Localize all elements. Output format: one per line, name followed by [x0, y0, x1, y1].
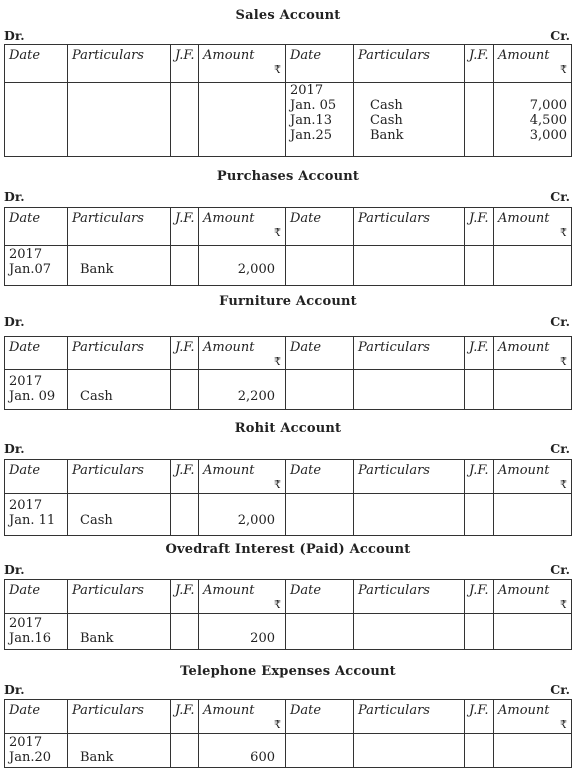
credit-jf-cell [465, 614, 494, 650]
amount-label: Amount [203, 703, 255, 718]
col-date-debit: Date [5, 337, 68, 370]
credit-jf-cell [465, 734, 494, 768]
col-date-debit: Date [5, 460, 68, 494]
entry-amount: 200 [250, 631, 275, 646]
debit-jf-cell [171, 246, 199, 286]
rupee-icon: ₹ [560, 598, 567, 611]
col-jf-credit: J.F. [465, 45, 494, 83]
debit-label: Dr. [4, 28, 25, 43]
header-row [5, 45, 572, 83]
debit-label: Dr. [4, 189, 25, 204]
col-jf-debit: J.F. [171, 45, 199, 83]
col-jf-credit: J.F. [465, 460, 494, 494]
rupee-icon: ₹ [560, 63, 567, 76]
entry-amount: 2,000 [237, 513, 275, 528]
col-particulars-debit: Particulars [68, 700, 171, 734]
col-particulars-credit: Particulars [354, 337, 465, 370]
amount-label: Amount [203, 583, 255, 598]
entry-date: Jan.20 [9, 750, 52, 765]
col-particulars-credit: Particulars [354, 208, 465, 246]
entry-amount: 3,000 [529, 128, 567, 143]
amount-label: Amount [498, 583, 550, 598]
credit-particulars-cell [354, 370, 465, 410]
col-amount-debit [199, 580, 286, 614]
credit-particulars-cell [354, 734, 465, 768]
credit-jf-cell [465, 494, 494, 536]
rupee-icon: ₹ [560, 478, 567, 491]
debit-particulars-cell [68, 734, 171, 768]
col-date-credit: Date [286, 460, 354, 494]
debit-label: Dr. [4, 682, 25, 697]
ledger-table [4, 207, 572, 286]
debit-amount-cell [199, 246, 286, 286]
credit-label: Cr. [550, 28, 570, 43]
header-row [5, 337, 572, 370]
year: 2017 [9, 247, 43, 262]
account-title: Ovedraft Interest (Paid) Account [165, 542, 411, 557]
account-title: Sales Account [235, 8, 341, 23]
credit-amount-cell [494, 494, 572, 536]
credit-label: Cr. [550, 441, 570, 456]
debit-label: Dr. [4, 562, 25, 577]
debit-date-cell [5, 370, 68, 410]
credit-date-cell [286, 614, 354, 650]
table-row [5, 246, 572, 286]
col-particulars-credit: Particulars [354, 45, 465, 83]
col-date-credit: Date [286, 700, 354, 734]
col-amount-debit [199, 208, 286, 246]
col-jf-debit: J.F. [171, 580, 199, 614]
credit-jf-cell [465, 370, 494, 410]
ledger-table [4, 44, 572, 157]
year: 2017 [9, 616, 43, 631]
entry-date: Jan.25 [290, 128, 333, 143]
col-date-debit: Date [5, 580, 68, 614]
col-jf-credit: J.F. [465, 580, 494, 614]
entry-particulars: Cash [80, 389, 113, 404]
col-amount-credit [494, 460, 572, 494]
debit-label: Dr. [4, 441, 25, 456]
col-jf-debit: J.F. [171, 700, 199, 734]
rupee-icon: ₹ [274, 478, 281, 491]
entry-particulars: Bank [80, 631, 114, 646]
amount-label: Amount [203, 463, 255, 478]
col-particulars-debit: Particulars [68, 337, 171, 370]
entry-date: Jan.16 [9, 631, 52, 646]
year: 2017 [9, 374, 43, 389]
debit-amount-cell [199, 370, 286, 410]
debit-jf-cell [171, 83, 199, 157]
header-row [5, 208, 572, 246]
entry-particulars: Bank [370, 128, 404, 143]
col-date-debit: Date [5, 700, 68, 734]
rupee-icon: ₹ [560, 355, 567, 368]
col-particulars-debit: Particulars [68, 208, 171, 246]
debit-particulars-cell [68, 370, 171, 410]
col-date-credit: Date [286, 45, 354, 83]
ledger-table [4, 336, 572, 410]
credit-amount-cell [494, 83, 572, 157]
rupee-icon: ₹ [274, 226, 281, 239]
header-row [5, 460, 572, 494]
col-amount-debit [199, 45, 286, 83]
col-particulars-debit: Particulars [68, 460, 171, 494]
debit-jf-cell [171, 614, 199, 650]
entry-amount: 2,000 [237, 262, 275, 277]
col-amount-credit [494, 580, 572, 614]
year: 2017 [9, 498, 43, 513]
col-amount-debit [199, 700, 286, 734]
entry-particulars: Bank [80, 262, 114, 277]
credit-amount-cell [494, 246, 572, 286]
col-date-credit: Date [286, 337, 354, 370]
ledger-table [4, 579, 572, 650]
table-row [5, 734, 572, 768]
debit-date-cell [5, 246, 68, 286]
credit-date-cell [286, 734, 354, 768]
col-amount-credit [494, 208, 572, 246]
entry-date: Jan.07 [9, 262, 52, 277]
table-row [5, 83, 572, 157]
credit-particulars-cell [354, 246, 465, 286]
credit-date-cell [286, 83, 354, 157]
table-row [5, 614, 572, 650]
debit-amount-cell [199, 734, 286, 768]
entry-particulars: Bank [80, 750, 114, 765]
credit-amount-cell [494, 734, 572, 768]
credit-label: Cr. [550, 682, 570, 697]
col-jf-credit: J.F. [465, 337, 494, 370]
rupee-icon: ₹ [274, 63, 281, 76]
debit-label: Dr. [4, 314, 25, 329]
entry-amount: 600 [250, 750, 275, 765]
debit-amount-cell [199, 494, 286, 536]
debit-particulars-cell [68, 614, 171, 650]
entry-date: Jan. 09 [9, 389, 56, 404]
entry-amount: 2,200 [237, 389, 275, 404]
table-row [5, 370, 572, 410]
debit-jf-cell [171, 370, 199, 410]
amount-label: Amount [203, 340, 255, 355]
col-particulars-credit: Particulars [354, 460, 465, 494]
credit-particulars-cell [354, 83, 465, 157]
amount-label: Amount [498, 48, 550, 63]
col-particulars-credit: Particulars [354, 700, 465, 734]
amount-label: Amount [498, 703, 550, 718]
table-row [5, 494, 572, 536]
col-particulars-credit: Particulars [354, 580, 465, 614]
ledger-table [4, 459, 572, 536]
credit-jf-cell [465, 246, 494, 286]
col-date-credit: Date [286, 208, 354, 246]
entry-date: Jan.13 [290, 113, 333, 128]
debit-date-cell [5, 734, 68, 768]
account-title: Rohit Account [234, 421, 342, 436]
debit-particulars-cell [68, 83, 171, 157]
debit-date-cell [5, 494, 68, 536]
amount-label: Amount [203, 211, 255, 226]
account-title: Telephone Expenses Account [180, 664, 396, 679]
col-particulars-debit: Particulars [68, 580, 171, 614]
rupee-icon: ₹ [560, 226, 567, 239]
col-amount-credit [494, 700, 572, 734]
credit-amount-cell [494, 614, 572, 650]
credit-particulars-cell [354, 494, 465, 536]
credit-label: Cr. [550, 189, 570, 204]
col-jf-credit: J.F. [465, 208, 494, 246]
debit-particulars-cell [68, 246, 171, 286]
debit-jf-cell [171, 494, 199, 536]
entry-amount: 7,000 [529, 98, 567, 113]
ledger-table [4, 699, 572, 768]
account-title: Furniture Account [219, 294, 357, 309]
credit-particulars-cell [354, 614, 465, 650]
debit-amount-cell [199, 83, 286, 157]
amount-label: Amount [498, 340, 550, 355]
col-jf-debit: J.F. [171, 337, 199, 370]
rupee-icon: ₹ [560, 718, 567, 731]
amount-label: Amount [203, 48, 255, 63]
col-amount-debit [199, 460, 286, 494]
credit-date-cell [286, 246, 354, 286]
credit-date-cell [286, 494, 354, 536]
debit-jf-cell [171, 734, 199, 768]
debit-amount-cell [199, 614, 286, 650]
amount-label: Amount [498, 211, 550, 226]
col-amount-credit [494, 337, 572, 370]
credit-amount-cell [494, 370, 572, 410]
col-date-credit: Date [286, 580, 354, 614]
entry-date: Jan. 05 [290, 98, 337, 113]
col-particulars-debit: Particulars [68, 45, 171, 83]
account-title: Purchases Account [216, 169, 360, 184]
credit-label: Cr. [550, 314, 570, 329]
header-row [5, 580, 572, 614]
year: 2017 [290, 83, 324, 98]
col-date-debit: Date [5, 208, 68, 246]
col-jf-credit: J.F. [465, 700, 494, 734]
credit-label: Cr. [550, 562, 570, 577]
col-jf-debit: J.F. [171, 460, 199, 494]
debit-date-cell [5, 83, 68, 157]
credit-date-cell [286, 370, 354, 410]
entry-particulars: Cash [80, 513, 113, 528]
credit-jf-cell [465, 83, 494, 157]
entry-date: Jan. 11 [9, 513, 56, 528]
entry-particulars: Cash [370, 98, 403, 113]
rupee-icon: ₹ [274, 718, 281, 731]
col-amount-credit [494, 45, 572, 83]
entry-particulars: Cash [370, 113, 403, 128]
debit-particulars-cell [68, 494, 171, 536]
rupee-icon: ₹ [274, 598, 281, 611]
rupee-icon: ₹ [274, 355, 281, 368]
col-date-debit: Date [5, 45, 68, 83]
debit-date-cell [5, 614, 68, 650]
year: 2017 [9, 735, 43, 750]
amount-label: Amount [498, 463, 550, 478]
header-row [5, 700, 572, 734]
entry-amount: 4,500 [529, 113, 567, 128]
col-amount-debit [199, 337, 286, 370]
col-jf-debit: J.F. [171, 208, 199, 246]
